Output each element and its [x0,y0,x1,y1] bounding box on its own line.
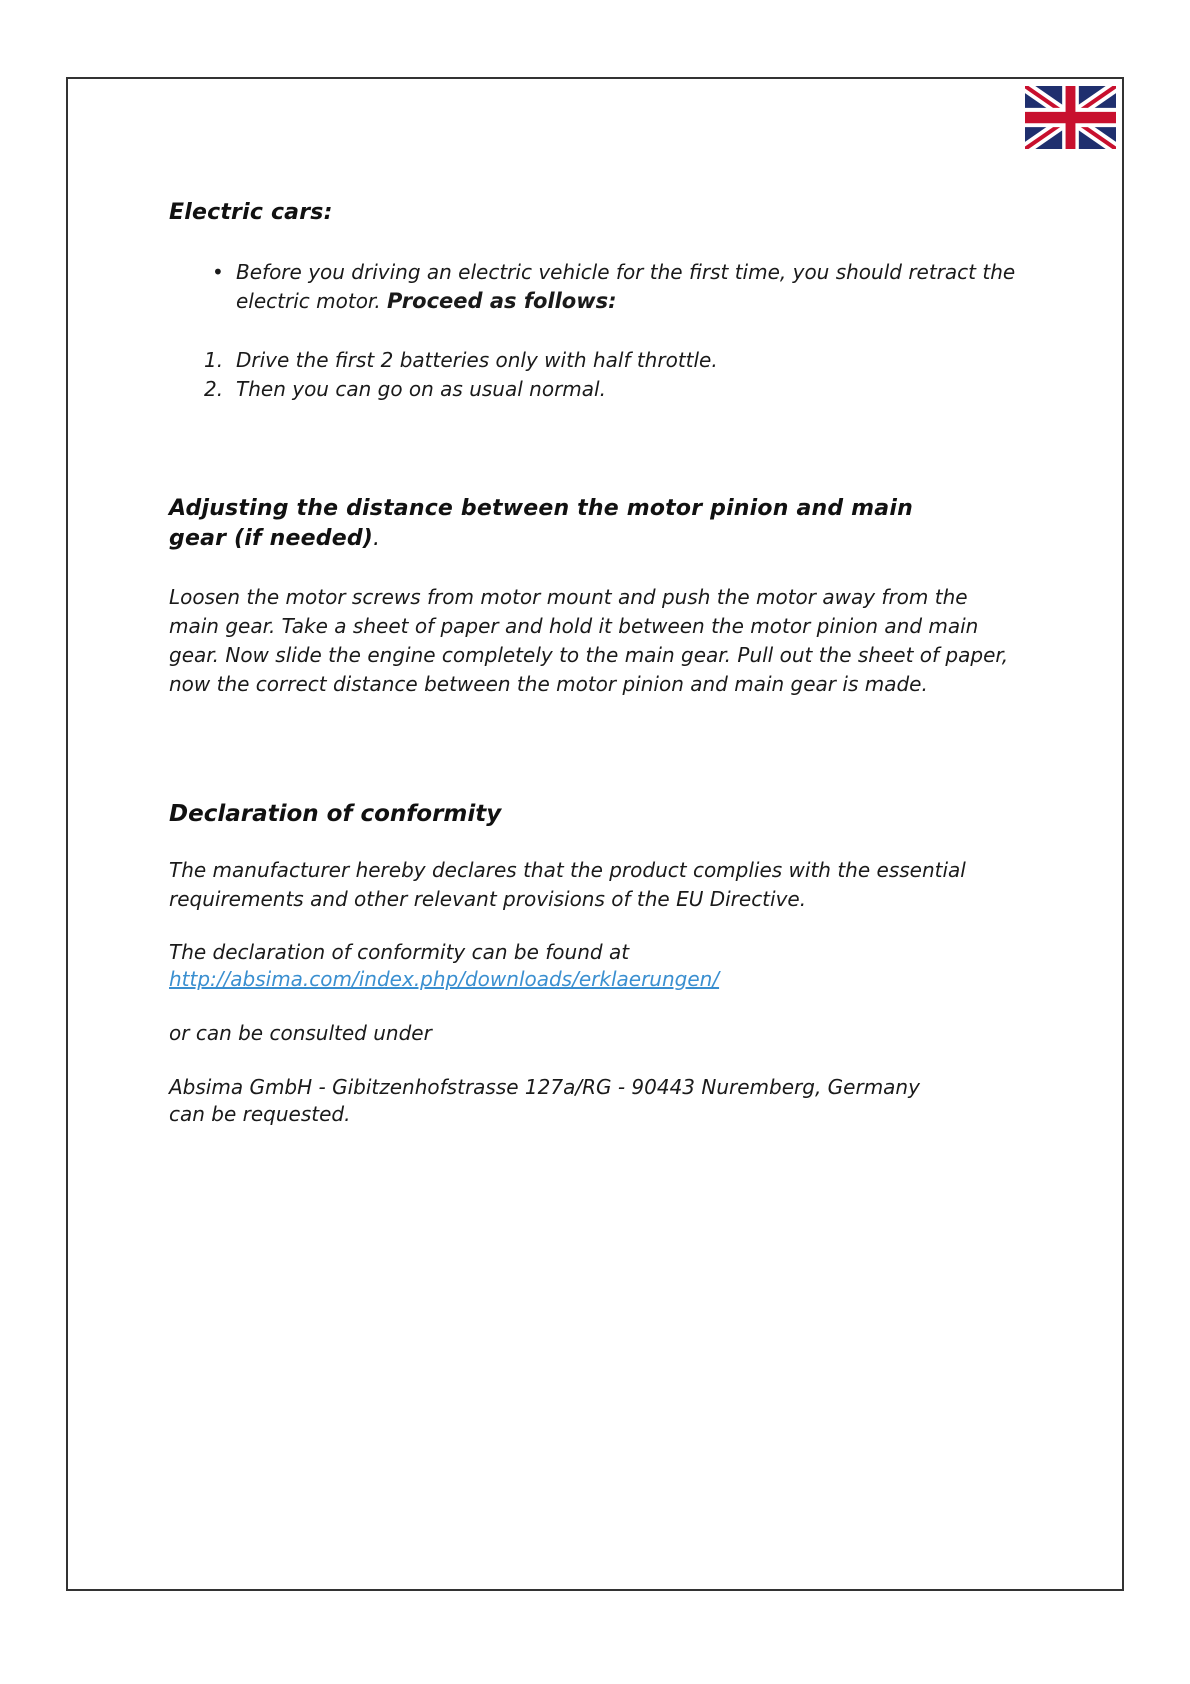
bullet-icon: • [212,260,224,284]
declaration-heading: Declaration of conformity [169,801,502,827]
list-item: 1. Drive the first 2 batteries only with half throttle. [204,346,1004,375]
declaration-location-text: The declaration of conformity can be found at [169,940,630,964]
step-text: Drive the first 2 batteries only with half throttle. [236,348,718,372]
adjust-heading: Adjusting the distance between the motor pinion and main gear (if needed). [169,496,913,551]
adjust-body: Loosen the motor screws from motor mount and push the motor away from the main gear. Take a sheet of paper and hold it between the motor pinion and main gear. Now slide the engine completely to the main gear. Pull out the sheet of paper, now the correct distance between the motor pinion and main gear is made. [169,585,1009,696]
consulted-text: or can be consulted under [169,1021,432,1045]
address-text: Absima GmbH - Gibitzenhofstrasse 127a/RG - 90443 Nuremberg, Germany [169,1075,920,1099]
uk-flag-icon [1025,86,1116,149]
step-text: Then you can go on as usual normal. [236,377,606,401]
proceed-label: Proceed as follows: [387,289,617,313]
electric-cars-heading: Electric cars: [169,200,333,225]
requested-text: can be requested. [169,1102,351,1126]
bullet-text: Before you driving an electric vehicle for the first time, you should retract the electric motor. Proceed as follows: [236,260,1016,313]
declaration-link[interactable]: http://absima.com/index.php/downloads/erklaerungen/ [169,967,720,991]
declaration-paragraph: The manufacturer hereby declares that the product complies with the essential requirements and other relevant provisions of the EU Directive. [169,858,966,911]
list-item: 2. Then you can go on as usual normal. [204,375,1004,404]
list-item [212,258,1032,318]
